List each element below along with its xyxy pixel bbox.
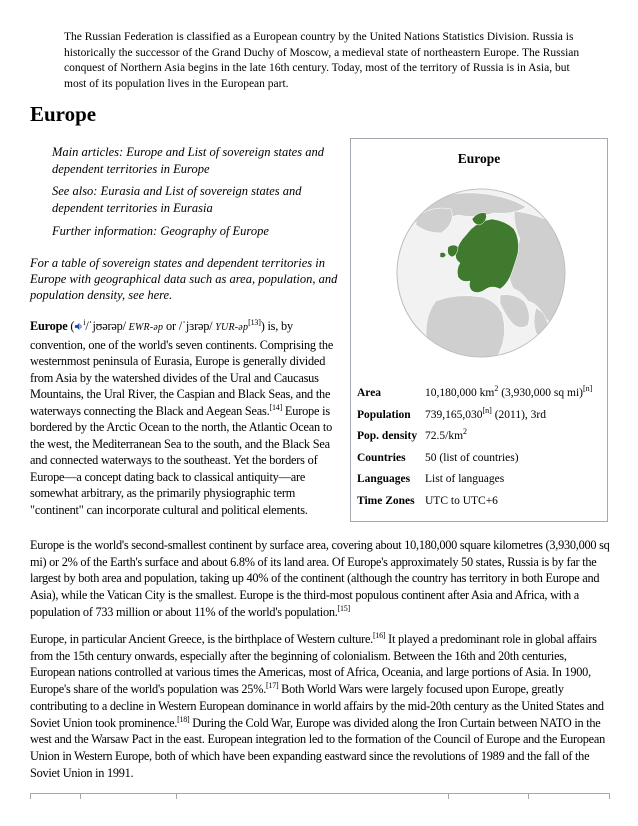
paragraph-text: During the Cold War, Europe was divided along the Iron Curtain between NATO in the west and the Warsaw Pact in the east. European integration led to the formation of the Council of Europe and the European Union in Western Europe, both of which have been expanding eastward since the revolutions of 1989 and the fall of the Soviet Union in 1991. [30, 715, 605, 780]
infobox-value: 739,165,030[n] (2011), 3rd [425, 405, 547, 421]
infobox-table [357, 384, 603, 516]
infobox-label: Time Zones [357, 494, 415, 507]
body-paragraph-1 [30, 537, 610, 621]
infobox-label: Area [357, 387, 382, 399]
table-divider [80, 793, 81, 799]
pron-open: ( [67, 319, 75, 333]
ref-16[interactable]: [16] [373, 630, 386, 640]
infobox-label: Languages [357, 473, 411, 485]
infobox-row-time-zones [357, 495, 603, 517]
ref-18[interactable]: [18] [177, 714, 190, 724]
paragraph-text: Both World Wars were largely focused upon Europe, greatly contributing to a decline in Western European dominance in world affairs by the mid-20th century as the United States and Soviet Union took prominence. [30, 682, 604, 730]
table-divider [30, 793, 31, 799]
lead-term: Europe [30, 319, 68, 333]
table-divider [609, 793, 610, 799]
infobox-row-countries [357, 452, 603, 474]
hatnote-see-also[interactable]: See also: Eurasia and List of sovereign states and dependent territories in Eurasia [52, 184, 302, 215]
infobox-title: Europe [457, 151, 501, 166]
paragraph-text: It played a predominant role in global affairs from the 15th century onwards, especially after the beginning of colonialism. Between the 16th and 20th centuries, European nations controlled at various times the Americas, most of Africa, Oceania, and large portions of Asia. In 1900, Europe's share of the world's population was 25%. [30, 632, 597, 697]
paragraph-text: Europe is the world's second-smallest continent by surface area, covering about 10,180,000 square kilometres (3,930,000 sq mi) or 2% of the Earth's surface and about 6.8% of its land area. Of Europe's approximately 50 states, Russia is by far the largest by both area and population, taking up 40% of the continent (although the country has territory in both Europe and Asia), while the Vatican City is the smallest. Europe is the third-most populous continent after Asia and Africa, with a population of 733 million or about 11% of the world's population. [30, 538, 610, 619]
ref-14[interactable]: [14] [269, 402, 283, 412]
speaker-icon[interactable] [74, 322, 83, 331]
table-top-border [30, 793, 610, 794]
ipa-pronunciation-1[interactable]: /ˈjʊərəp/ [85, 319, 126, 333]
infobox-label: Countries [357, 451, 406, 464]
lead-text-2: Europe is bordered by the Arctic Ocean to the north, the Atlantic Ocean to the west, the Mediterranean Sea to the south, and the Black Sea and connected waterways to the southeast. Yet the borders of Europe—a concept dating back to classical antiquity—are somewhat arbitrary, as the primarily physiographic term "continent" can incorporate cultural and political elements. [30, 403, 333, 517]
paragraph-text: Europe, in particular Ancient Greece, is the birthplace of Western culture. [30, 632, 373, 646]
pron-or: or [163, 319, 179, 333]
body-paragraph-2 [30, 631, 610, 781]
note-link[interactable]: [n] [582, 384, 593, 394]
hatnote-further-information[interactable]: Further information: Geography of Europe [52, 224, 269, 238]
sovereign-states-note: For a table of sovereign states and dependent territories in Europe with geographical data such as area, population, and population density, see here. [30, 256, 338, 302]
ref-15[interactable]: [15] [337, 603, 350, 613]
table-divider [448, 793, 449, 799]
infobox-value: $72.5/km^2$ [425, 427, 468, 442]
infobox-value[interactable]: List of languages [425, 473, 505, 485]
infobox-label: Population [357, 408, 411, 421]
pron-info-link[interactable]: i [83, 317, 86, 327]
infobox-row-languages [357, 473, 603, 495]
intro-paragraph: The Russian Federation is classified as a European country by the United Nations Statistics Division. Russia is historically the successor of the Grand Duchy of Moscow, a medieval state of northeastern Europe. The Russian conquest of Northern Asia begins in the late 16th century. Today, most of the territory of Russia is in Asia, but most of its population lives in the European part. [64, 31, 580, 90]
lead-text-1: ) is, by convention, one of the world's seven continents. Comprising the westernmost peninsula of Eurasia, Europe is generally divided from Asia by the watershed divides of the Ural and Caucasus Mountains, the Ural River, the Caspian and Black Seas, and the waterways connecting the Black and Aegean Seas. [30, 319, 334, 418]
europe-orthographic-globe-icon[interactable] [396, 173, 566, 373]
infobox-row-area [357, 384, 603, 409]
infobox-label: Pop. density [357, 430, 418, 442]
table-divider [176, 793, 177, 799]
table-divider [528, 793, 529, 799]
note-link[interactable]: [n] [482, 405, 492, 415]
hatnote-main-articles[interactable]: Main articles: Europe and List of sovereign states and dependent territories in Europe [52, 145, 324, 176]
respelling-2[interactable]: YUR-əp [215, 322, 249, 333]
infobox-row-population [357, 405, 603, 431]
ipa-pronunciation-2[interactable]: /ˈjɜrəp/ [178, 319, 213, 333]
ref-17[interactable]: [17] [266, 681, 279, 691]
ref-13[interactable]: [13] [248, 317, 261, 327]
infobox [350, 138, 608, 522]
lead-paragraph [30, 318, 342, 518]
respelling-1[interactable]: EWR-əp [128, 322, 164, 333]
infobox-value[interactable]: 50 (list of countries) [425, 451, 519, 464]
section-heading: Europe [30, 102, 97, 126]
infobox-value: 10,180,000 $km^2$ (3,930,000 sq mi)[n] [425, 384, 593, 399]
infobox-row-pop-density [357, 427, 603, 452]
infobox-value[interactable]: UTC to UTC+6 [425, 494, 498, 507]
